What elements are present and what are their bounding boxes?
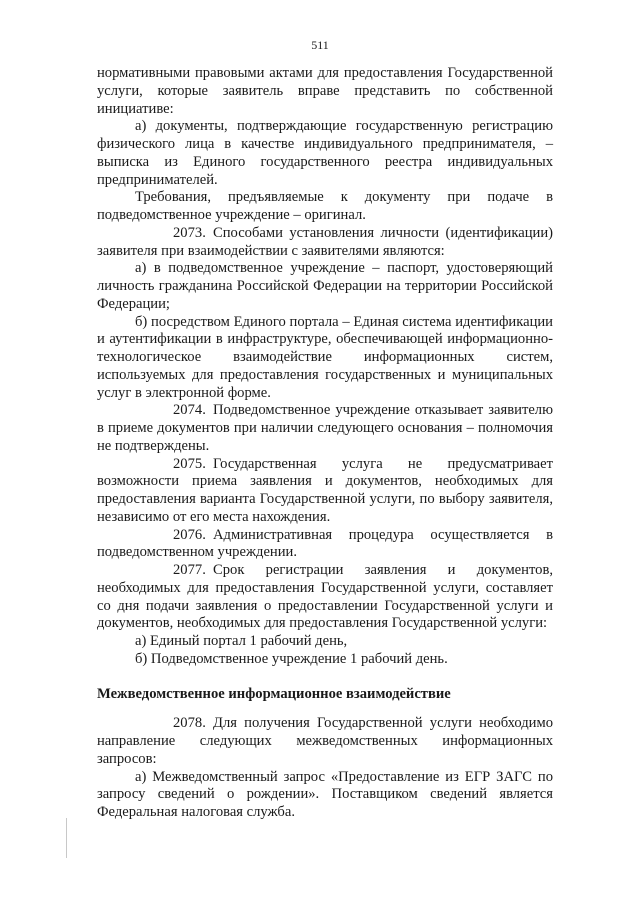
scan-margin-mark [66, 818, 67, 858]
paragraph-text: Способами установления личности (идентификации) заявителя при взаимодействии с заявителями являются: [97, 224, 553, 259]
paragraph-2074 [97, 402, 553, 455]
paragraph-2076 [97, 527, 553, 563]
paragraph-text: Административная процедура осуществляется в подведомственном учреждении. [97, 526, 553, 561]
paragraph-item-a-passport: а) в подведомственное учреждение – паспорт, удостоверяющий личность гражданина Российской Федерации на территории Российской Федерации; [97, 260, 553, 312]
document-body [97, 65, 553, 822]
paragraph-2073 [97, 225, 553, 261]
paragraph-item-a-registration: а) документы, подтверждающие государственную регистрацию физического лица в качестве индивидуального предпринимателя, – выписка из Единого государственного реестра индивидуальных предпринимателей. [97, 118, 553, 188]
paragraph-text: Срок регистрации заявления и документов, необходимых для предоставления Государственной услуги, составляет со дня подачи заявления о предоставлении Государственной услуги и документов, необходимых для предоставления Государственной услуги: [97, 562, 553, 632]
paragraph-item-b-institution: б) Подведомственное учреждение 1 рабочий день. [135, 650, 448, 667]
paragraph-number: 2075. [173, 455, 206, 472]
paragraph-text: Государственная услуга не предусматривает возможности приема заявления и документов, необходимых для предоставления варианта Государственной услуги, по выбору заявителя, независимо от его места нахождения. [97, 455, 553, 525]
paragraph-number: 2078. [173, 715, 206, 732]
paragraph-number: 2074. [173, 402, 206, 419]
paragraph-number: 2076. [173, 526, 206, 543]
paragraph-text: Подведомственное учреждение отказывает заявителю в приеме документов при наличии следующего основания – полномочия не подтверждены. [97, 402, 553, 454]
paragraph-text: Для получения Государственной услуги необходимо направление следующих межведомственных информационных запросов: [97, 715, 553, 767]
paragraph-item-a-unified-portal: а) Единый портал 1 рабочий день, [135, 633, 348, 649]
paragraph-2078 [97, 715, 553, 768]
page-number: 511 [311, 38, 329, 52]
section-heading: Межведомственное информационное взаимодействие [97, 685, 451, 702]
paragraph-intro: нормативными правовыми актами для предоставления Государственной услуги, которые заявитель вправе представить по собственной инициативе: [97, 65, 553, 117]
paragraph-number: 2077. [173, 562, 206, 578]
paragraph-2075 [97, 456, 553, 527]
paragraph-item-b-portal: б) посредством Единого портала – Единая система идентификации и аутентификации в инфраструктуре, обеспечивающей информационно-технологическое взаимодействие информационных систем, используемых для предоставления государственных и муниципальных услуг в электронной форме. [97, 313, 553, 401]
paragraph-2077 [97, 562, 553, 633]
paragraph-item-a-interagency-request: а) Межведомственный запрос «Предоставление из ЕГР ЗАГС по запросу сведений о рождении». Поставщиком сведений является Федеральная налоговая служба. [97, 768, 553, 820]
paragraph-number: 2073. [173, 224, 206, 241]
paragraph-requirements: Требования, предъявляемые к документу при подаче в подведомственное учреждение – оригинал. [97, 189, 553, 223]
